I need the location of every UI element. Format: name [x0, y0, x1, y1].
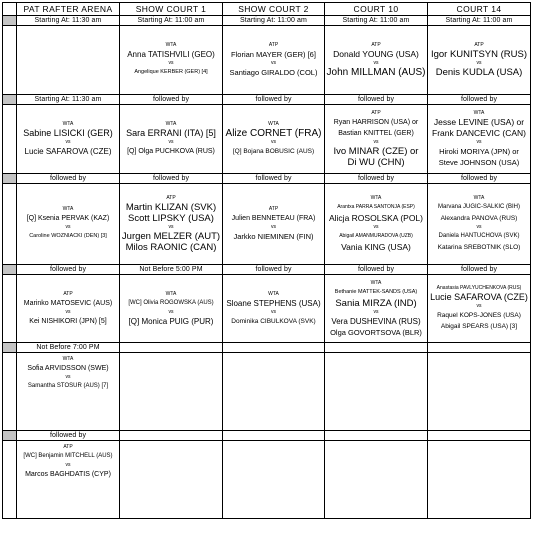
versus-label: vs: [271, 139, 276, 145]
match-category: ATP: [166, 195, 176, 201]
row-marker: [2, 430, 16, 440]
court-header: COURT 14: [427, 2, 530, 15]
player-name: Anna TATISHVILI (GEO): [127, 50, 215, 59]
match-category: WTA: [370, 279, 382, 286]
court-header: SHOW COURT 2: [222, 2, 324, 15]
player-name: Ivo MINAR (CZE) or: [333, 146, 419, 157]
match-cell: [119, 25, 222, 94]
player-name: Angelique KERBER (GER) [4]: [134, 69, 208, 75]
start-time-label: [324, 430, 427, 440]
versus-label: vs: [168, 224, 174, 230]
court-header: PAT RAFTER ARENA: [16, 2, 119, 15]
player-name: Santiago GIRALDO (COL): [229, 68, 318, 77]
start-time-label: [222, 342, 324, 352]
player-name: Sloane STEPHENS (USA): [226, 298, 321, 308]
player-name: Dominika CIBULKOVA (SVK): [231, 317, 316, 325]
versus-label: vs: [271, 224, 276, 230]
match-cell: [324, 104, 427, 173]
match-category: WTA: [62, 206, 74, 212]
match-category: WTA: [473, 195, 485, 201]
player-name: [WC] Olivia ROGOWSKA (AUS): [128, 299, 214, 306]
start-time-label: Starting At: 11:00 am: [427, 15, 530, 25]
player-name: [Q] Ksenia PERVAK (KAZ): [26, 215, 110, 222]
start-time-label: followed by: [16, 264, 119, 274]
player-name: [Q] Bojana BOBUSIC (AUS): [232, 148, 315, 155]
player-name: Samantha STOSUR (AUS) [7]: [27, 383, 109, 389]
versus-label: vs: [373, 224, 379, 230]
row-spacer: [2, 104, 16, 173]
match-category: WTA: [268, 121, 279, 127]
match-category: ATP: [371, 42, 381, 48]
match-cell: [222, 104, 324, 173]
match-cell: [119, 183, 222, 264]
empty-slot: [222, 352, 324, 430]
player-name: Frank DANCEVIC (CAN): [432, 128, 526, 138]
player-name: Abigail AMANMURADOVA (UZB): [339, 233, 413, 239]
player-name: Alize CORNET (FRA): [225, 128, 322, 139]
player-name: Marvana JUGIC-SALKIC (BIH): [437, 204, 521, 210]
empty-slot: [427, 440, 530, 518]
match-cell: [16, 104, 119, 173]
player-name: Jesse LEVINE (USA) or: [433, 117, 525, 127]
player-name: [WC] Benjamin MITCHELL (AUS): [23, 453, 113, 459]
row-spacer: [2, 352, 16, 430]
header-corner: [2, 2, 16, 15]
row-spacer: [2, 25, 16, 94]
row-marker: [2, 15, 16, 25]
match-category: WTA: [370, 195, 382, 201]
start-time-label: [119, 430, 222, 440]
versus-label: vs: [65, 374, 71, 380]
match-category: WTA: [165, 121, 177, 127]
match-cell: [222, 274, 324, 342]
start-time-label: Starting At: 11:00 am: [324, 15, 427, 25]
row-marker: [2, 173, 16, 183]
versus-label: vs: [373, 60, 379, 66]
start-time-label: followed by: [222, 173, 324, 183]
row-spacer: [2, 183, 16, 264]
match-cell: [16, 183, 119, 264]
player-name: Florian MAYER (GER) [6]: [231, 50, 316, 59]
player-name: Arantxa PARRA SANTONJA (ESP): [337, 204, 415, 210]
match-cell: [119, 104, 222, 173]
row-marker: [2, 94, 16, 104]
versus-label: vs: [65, 308, 71, 315]
player-name: Sania MIRZA (IND): [335, 297, 417, 309]
versus-label: vs: [373, 139, 379, 145]
match-cell: [16, 352, 119, 430]
match-cell: [16, 274, 119, 342]
start-time-label: followed by: [427, 264, 530, 274]
row-spacer: [2, 274, 16, 342]
start-time-label: followed by: [119, 173, 222, 183]
player-name: [Q] Olga PUCHKOVA (RUS): [127, 148, 215, 155]
player-name: Alexandra PANOVA (RUS): [440, 215, 518, 222]
match-cell: [222, 183, 324, 264]
court-header: SHOW COURT 1: [119, 2, 222, 15]
player-name: Hiroki MORIYA (JPN) or: [439, 147, 519, 156]
empty-slot: [119, 440, 222, 518]
match-category: WTA: [165, 42, 177, 48]
player-name: Bethanie MATTEK-SANDS (USA): [334, 288, 418, 295]
match-category: WTA: [62, 121, 74, 127]
empty-slot: [119, 352, 222, 430]
player-name: Ryan HARRISON (USA) or: [333, 119, 419, 126]
player-name: Raquel KOPS-JONES (USA): [437, 312, 521, 319]
player-name: Lucie SAFAROVA (CZE): [24, 147, 112, 156]
start-time-label: [427, 342, 530, 352]
match-category: WTA: [268, 290, 279, 297]
match-category: WTA: [473, 110, 485, 116]
order-of-play-grid: [2, 2, 531, 519]
empty-slot: [324, 352, 427, 430]
start-time-label: followed by: [16, 173, 119, 183]
start-time-label: Starting At: 11:30 am: [16, 94, 119, 104]
start-time-label: Starting At: 11:00 am: [222, 15, 324, 25]
start-time-label: [119, 342, 222, 352]
match-cell: [427, 274, 530, 342]
match-category: ATP: [63, 444, 73, 450]
row-marker: [2, 342, 16, 352]
player-name: Sabine LISICKI (GER): [23, 128, 113, 138]
player-name: Daniela HANTUCHOVA (SVK): [438, 233, 520, 239]
player-name: Bastian KNITTEL (GER): [338, 130, 414, 137]
versus-label: vs: [65, 462, 71, 468]
player-name: Vania KING (USA): [341, 242, 411, 252]
start-time-label: [324, 342, 427, 352]
match-category: ATP: [371, 110, 381, 116]
match-cell: [119, 274, 222, 342]
player-name: Sofia ARVIDSSON (SWE): [27, 365, 109, 372]
versus-label: vs: [476, 139, 482, 145]
player-name: Marcos BAGHDATIS (CYP): [25, 471, 111, 478]
match-cell: [324, 274, 427, 342]
player-name: Alicja ROSOLSKA (POL): [328, 213, 423, 223]
match-cell: [324, 183, 427, 264]
player-name: Katarina SREBOTNIK (SLO): [437, 244, 521, 251]
versus-label: vs: [65, 224, 71, 230]
start-time-label: Starting At: 11:30 am: [16, 15, 119, 25]
player-name: Olga GOVORTSOVA (BLR): [330, 327, 422, 337]
start-time-label: Not Before 5:00 PM: [119, 264, 222, 274]
start-time-label: followed by: [324, 173, 427, 183]
player-name: Donald YOUNG (USA): [333, 49, 419, 59]
match-cell: [222, 25, 324, 94]
start-time-label: followed by: [16, 430, 119, 440]
match-category: Anastasia PAVLYUCHENKOVA (RUS): [436, 285, 522, 291]
versus-label: vs: [476, 303, 482, 309]
versus-label: vs: [271, 308, 276, 315]
match-category: WTA: [62, 356, 74, 362]
start-time-label: followed by: [324, 94, 427, 104]
match-cell: [427, 104, 530, 173]
player-name: Martin KLIZAN (SVK): [125, 202, 217, 213]
start-time-label: followed by: [222, 264, 324, 274]
versus-label: vs: [168, 139, 174, 145]
player-name: Kei NISHIKORI (JPN) [5]: [29, 317, 107, 325]
player-name: Di WU (CHN): [347, 157, 405, 168]
player-name: Steve JOHNSON (USA): [438, 158, 520, 167]
player-name: [Q] Monica PUIG (PUR): [128, 316, 214, 326]
player-name: Jurgen MELZER (AUT): [121, 231, 221, 242]
player-name: Caroline WOZNIACKI (DEN) [3]: [29, 233, 107, 239]
match-category: ATP: [268, 206, 279, 212]
start-time-label: [222, 430, 324, 440]
versus-label: vs: [476, 224, 482, 230]
versus-label: vs: [168, 308, 174, 315]
start-time-label: followed by: [427, 173, 530, 183]
player-name: Jarkko NIEMINEN (FIN): [233, 232, 314, 241]
player-name: Julien BENNETEAU (FRA): [231, 215, 316, 222]
empty-slot: [427, 352, 530, 430]
versus-label: vs: [168, 60, 174, 66]
player-name: John MILLMAN (AUS): [326, 67, 426, 78]
player-name: Lucie SAFAROVA (CZE): [430, 292, 528, 302]
match-category: WTA: [165, 290, 177, 297]
player-name: Denis KUDLA (USA): [435, 67, 523, 78]
start-time-label: followed by: [324, 264, 427, 274]
player-name: Igor KUNITSYN (RUS): [430, 49, 528, 60]
player-name: Vera DUSHEVINA (RUS): [331, 316, 421, 326]
player-name: Abigail SPEARS (USA) [3]: [440, 323, 518, 330]
player-name: Scott LIPSKY (USA): [128, 213, 214, 224]
start-time-label: followed by: [427, 94, 530, 104]
row-marker: [2, 264, 16, 274]
player-name: Marinko MATOSEVIC (AUS): [23, 299, 113, 307]
match-category: ATP: [474, 42, 484, 48]
match-cell: [324, 25, 427, 94]
match-cell: [16, 440, 119, 518]
empty-slot: [222, 440, 324, 518]
start-time-label: followed by: [222, 94, 324, 104]
match-category: ATP: [268, 42, 279, 48]
empty-slot: [324, 440, 427, 518]
versus-label: vs: [373, 308, 379, 315]
empty-slot: [16, 25, 119, 94]
start-time-label: [427, 430, 530, 440]
match-cell: [427, 183, 530, 264]
match-cell: [427, 25, 530, 94]
versus-label: vs: [271, 60, 276, 66]
player-name: Milos RAONIC (CAN): [125, 242, 217, 253]
versus-label: vs: [65, 139, 71, 145]
match-category: ATP: [63, 290, 73, 297]
start-time-label: followed by: [119, 94, 222, 104]
versus-label: vs: [476, 60, 482, 66]
row-spacer: [2, 440, 16, 518]
court-header: COURT 10: [324, 2, 427, 15]
start-time-label: Not Before 7:00 PM: [16, 342, 119, 352]
start-time-label: Starting At: 11:00 am: [119, 15, 222, 25]
player-name: Sara ERRANI (ITA) [5]: [126, 128, 216, 138]
